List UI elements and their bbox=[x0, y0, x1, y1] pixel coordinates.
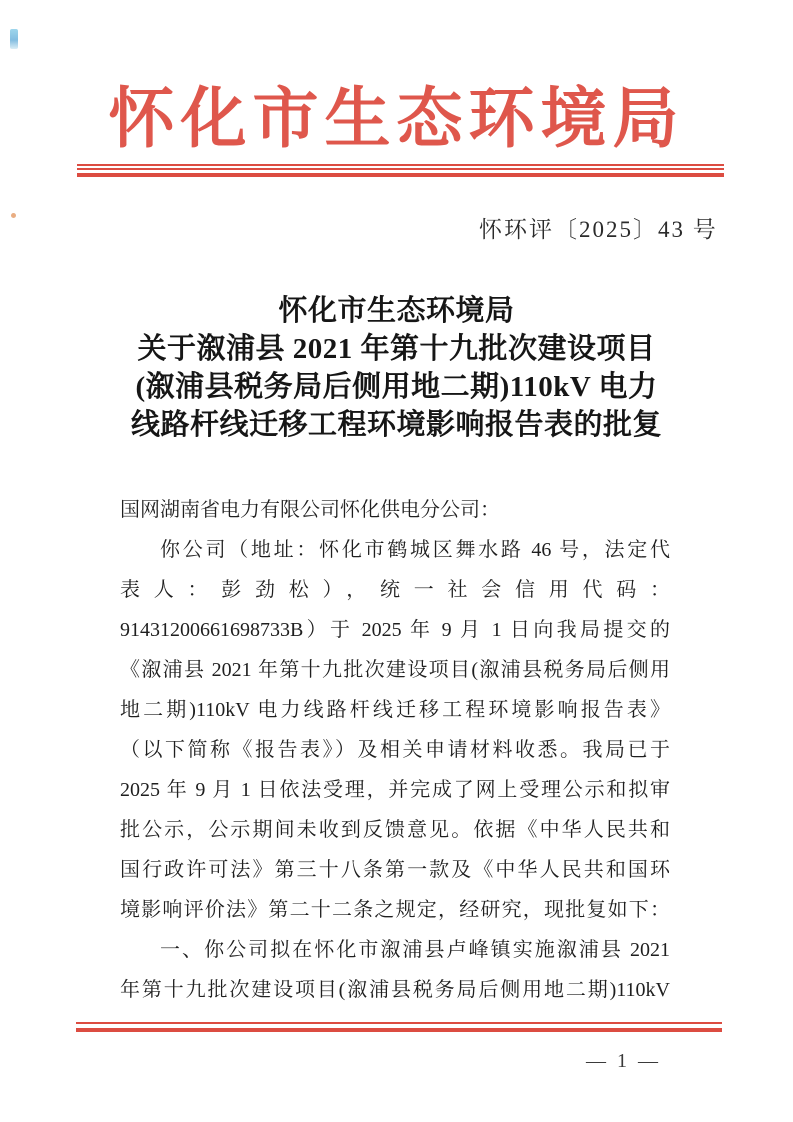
body-line: 地二期)110kV 电力线路杆线迁移工程环境影响报告表》 bbox=[120, 699, 670, 721]
document-title bbox=[100, 292, 693, 444]
document-title-line: 怀化市生态环境局 bbox=[278, 295, 515, 327]
body-line: 91431200661698733B）于 2025 年 9 月 1 日向我局提交的 bbox=[120, 619, 670, 641]
document-title-line: 线路杆线迁移工程环境影响报告表的批复 bbox=[130, 409, 662, 441]
body-line: （以下简称《报告表》）及相关申请材料收悉。我局已于 bbox=[120, 739, 670, 761]
document-title-line: 关于溆浦县 2021 年第十九批次建设项目 bbox=[137, 333, 656, 365]
page-number: — 1 — bbox=[586, 1050, 661, 1072]
body-line: 2025 年 9 月 1 日依法受理，并完成了网上受理公示和拟审 bbox=[120, 779, 670, 801]
body-line-salutation: 国网湖南省电力有限公司怀化供电分公司： bbox=[120, 499, 500, 521]
letterhead-divider bbox=[77, 164, 724, 177]
document-number: 怀环评〔2025〕43 号 bbox=[479, 217, 718, 242]
agency-letterhead-title: 怀化市生态环境局 bbox=[108, 83, 685, 156]
body-line: 一、你公司拟在怀化市溆浦县卢峰镇实施溆浦县 2021 bbox=[160, 939, 670, 961]
body-line: 表人：彭劲松），统一社会信用代码： bbox=[120, 579, 670, 601]
body-line: 你公司（地址：怀化市鹤城区舞水路 46 号，法定代 bbox=[160, 539, 670, 561]
document-title-line: (溆浦县税务局后侧用地二期)110kV 电力 bbox=[135, 371, 658, 403]
body-line: 《溆浦县 2021 年第十九批次建设项目(溆浦县税务局后侧用 bbox=[120, 659, 670, 681]
body-line: 国行政许可法》第三十八条第一款及《中华人民共和国环 bbox=[120, 859, 670, 881]
body-line: 年第十九批次建设项目(溆浦县税务局后侧用地二期)110kV bbox=[120, 979, 670, 1001]
document-body bbox=[120, 490, 670, 1010]
footer-divider bbox=[76, 1022, 722, 1032]
body-line: 境影响评价法》第二十二条之规定，经研究，现批复如下： bbox=[120, 899, 670, 921]
scan-artifact bbox=[10, 29, 18, 49]
scan-artifact bbox=[11, 213, 16, 218]
body-line: 批公示，公示期间未收到反馈意见。依据《中华人民共和 bbox=[120, 819, 670, 841]
